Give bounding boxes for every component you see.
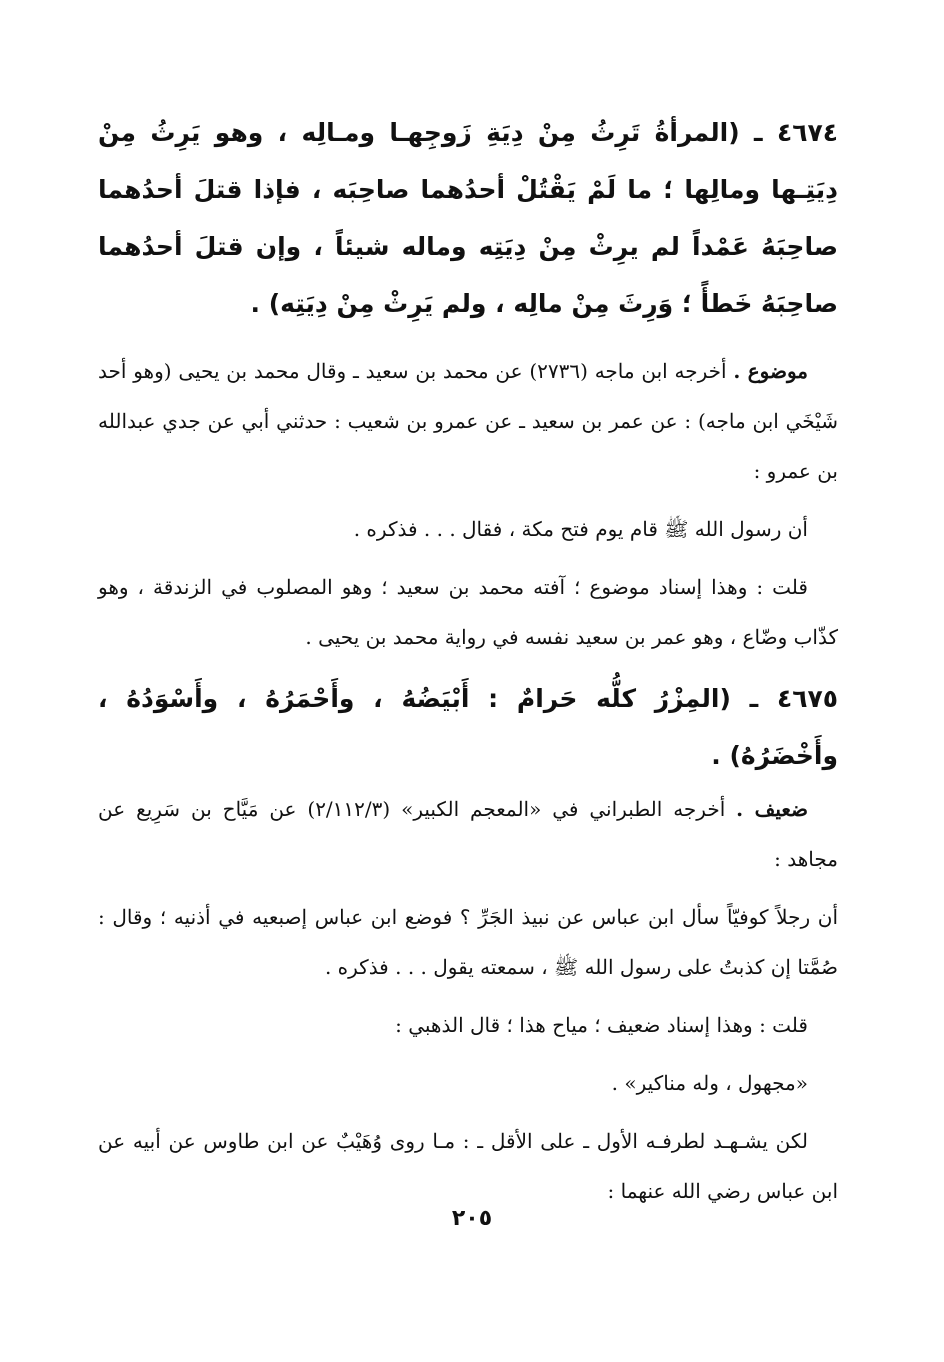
comment-paragraph: قلت : وهذا إسناد ضعيف ؛ مياح هذا ؛ قال الذهبي : xyxy=(395,1013,808,1037)
dhahabi-quote: «مجهول ، وله مناكير» . xyxy=(611,1071,808,1095)
takhrij-text: أخرجه ابن ماجه (٢٧٣٦) عن محمد بن سعيد ـ وقال محمد بن يحيى (وهو أحد شَيْخَي ابن ماجه) : عن عمر بن سعيد ـ عن عمرو بن شعيب : حدثني أبي عن جدي عبدالله بن عمرو : xyxy=(98,359,838,483)
takhrij-paragraph xyxy=(98,784,838,884)
matn-paragraph: أن رجلاً كوفيّاً سأل ابن عباس عن نبيذ الجَرِّ ؟ فوضع ابن عباس إصبعيه في أذنيه ؛ وقال : صُمَّتا إن كذبتُ على رسول الله ﷺ ، سمعته يقول . . . فذكره . xyxy=(98,905,838,979)
page-content xyxy=(98,104,838,1264)
page-number: ٢٠٥ xyxy=(451,1206,493,1231)
grade-label: موضوع . xyxy=(733,359,808,383)
comment-paragraph: قلت : وهذا إسناد موضوع ؛ آفته محمد بن سعيد ؛ وهو المصلوب في الزندقة ، وهو كذّاب وضّاع ، وهو عمر بن سعيد نفسه في رواية محمد بن يحيى . xyxy=(98,575,838,649)
witness-paragraph: لكن يشـهـد لطرفـه الأول ـ على الأقل ـ : مـا روى وُهَيْبٌ عن ابن طاوس عن أبيه عن ابن عباس رضي الله عنهما : xyxy=(98,1129,838,1203)
hadith-4675-text: ٤٦٧٥ ـ (المِزْرُ كلُّه حَرامٌ : أَبْيَضُهُ ، وأَحْمَرُهُ ، وأَسْوَدُهُ ، وأَخْضَرُهُ) . xyxy=(98,684,838,770)
takhrij-paragraph xyxy=(98,346,838,496)
hadith-4674-text: ٤٦٧٤ ـ (المرأةُ تَرِثُ مِنْ دِيَةِ زَوجِهـا ومـالِه ، وهو يَرِثُ مِنْ دِيَتِـها ومالِها ؛ ما لَمْ يَقْتُلْ أحدُهما صاحِبَه ، فإذا قتلَ أحدُهما صاحِبَهُ عَمْداً لم يرِثْ مِنْ دِيَتِه وماله شيئاً ، وإن قتلَ أحدُهما صاحِبَهُ خَطأً ؛ وَرِثَ مِنْ مالِه ، ولم يَرِثْ مِنْ دِيَتِه) . xyxy=(98,118,838,318)
matn-paragraph: أن رسول الله ﷺ قام يوم فتح مكة ، فقال . . . فذكره . xyxy=(353,517,808,541)
grade-label: ضعيف . xyxy=(736,797,808,821)
takhrij-text: أخرجه الطبراني في «المعجم الكبير» (٢/١١٢/٣) عن مَيَّاح بن سَرِيع عن مجاهد : xyxy=(98,797,838,871)
